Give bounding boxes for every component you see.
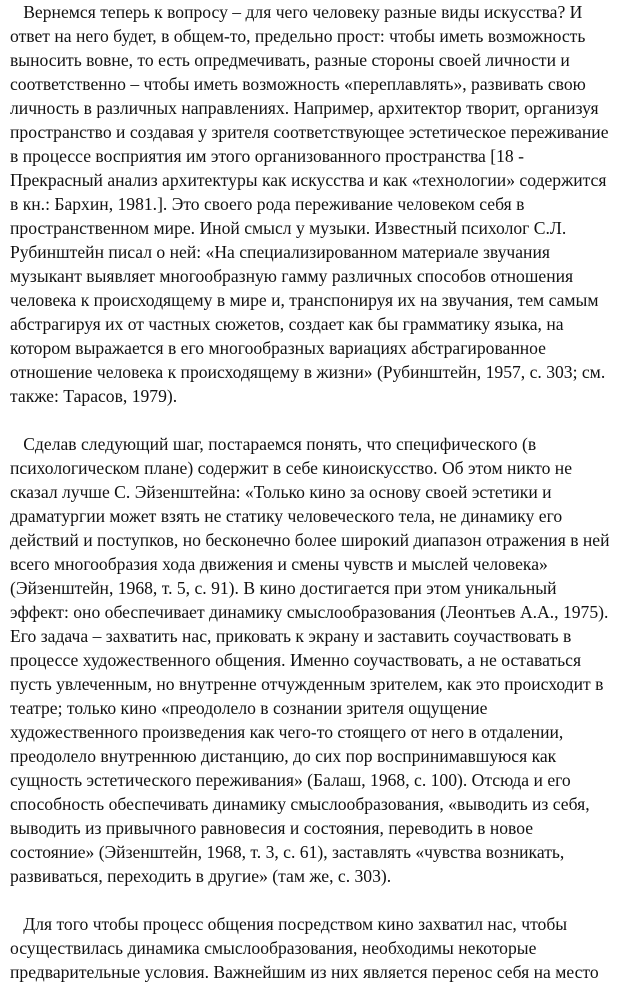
text-line: Для того чтобы процесс общения посредством кино захватил нас, чтобы [10, 914, 568, 934]
text-line: в процессе восприятия им этого организованного пространства [18 - [10, 146, 524, 166]
text-line: выводить из привычного равновесия и состояния, переводить в новое [10, 818, 534, 838]
text-line: действий и поступков, но бесконечно более широкий диапазон отражения в ней [10, 530, 610, 550]
text-line: абстрагируя их от частных сюжетов, создает как бы грамматику языка, на [10, 314, 564, 334]
text-line: ответ на него будет, в общем-то, предельно прост: чтобы иметь возможность [10, 26, 586, 46]
text-line: пусть увлеченным, но внутренне отчужденным зрителем, как это происходит в [10, 674, 604, 694]
text-line: всего многообразия хода движения и смены чувств и мыслей человека» [10, 554, 548, 574]
text-line: в кн.: Бархин, 1981.]. Это своего рода переживание человеком себя в [10, 194, 525, 214]
text-line: сказал лучше С. Эйзенштейна: «Только кино за основу своей эстетики и [10, 482, 552, 502]
text-line: развиваться, переходить в другие» (там же, с. 303). [10, 866, 392, 886]
text-line: осуществилась динамика смыслообразования, необходимы некоторые [10, 938, 537, 958]
text-line: Его задача – захватить нас, приковать к экрану и заставить соучаствовать в [10, 626, 572, 646]
text-line: выносить вовне, то есть опредмечивать, разные стороны своей личности и [10, 50, 570, 70]
text-line: способность обеспечивать динамику смыслообразования, «выводить из себя, [10, 794, 590, 814]
text-line: пространство и создавая у зрителя соответствующее эстетическое переживание [10, 122, 609, 142]
paragraph-3 [10, 912, 612, 984]
text-line: котором выражается в его многообразных вариациях абстрагированное [10, 338, 546, 358]
paragraph-gap [10, 888, 612, 912]
text-line: предварительные условия. Важнейшим из них является перенос себя на место [10, 962, 599, 982]
text-line: Вернемся теперь к вопросу – для чего человеку разные виды искусства? И [10, 2, 583, 22]
text-line: (Эйзенштейн, 1968, т. 5, с. 91). В кино достигается при этом уникальный [10, 578, 557, 598]
text-line: пространственном мире. Иной смысл у музыки. Известный психолог С.Л. [10, 218, 567, 238]
text-line: драматургии может взять не статику человеческого тела, не динамику его [10, 506, 563, 526]
text-line: также: Тарасов, 1979). [10, 386, 178, 406]
text-line: эффект: оно обеспечивает динамику смыслообразования (Леонтьев А.А., 1975). [10, 602, 609, 622]
text-line: личность в различных направлениях. Например, архитектор творит, организуя [10, 98, 599, 118]
text-line: Рубинштейн писал о ней: «На специализированном материале звучания [10, 242, 550, 262]
text-line: театре; только кино «преодолело в сознании зрителя ощущение [10, 698, 488, 718]
text-line: Прекрасный анализ архитектуры как искусства и как «технологии» содержится [10, 170, 607, 190]
text-line: состояние» (Эйзенштейн, 1968, т. 3, с. 61), заставлять «чувства возникать, [10, 842, 565, 862]
text-line: преодолело внутреннюю дистанцию, до сих пор воспринимавшуюся как [10, 746, 557, 766]
text-line: отношение человека к происходящему в жизни» (Рубинштейн, 1957, с. 303; см. [10, 362, 606, 382]
paragraph-2 [10, 432, 612, 888]
text-line: психологическом плане) содержит в себе киноискусство. Об этом никто не [10, 458, 573, 478]
text-line: человека к происходящему в мире и, транспонируя их на звучания, тем самым [10, 290, 599, 310]
text-line: сущность эстетического переживания» (Балаш, 1968, с. 100). Отсюда и его [10, 770, 571, 790]
text-line: художественного произведения как чего-то стоящего от него в отдалении, [10, 722, 564, 742]
text-line: процессе художественного общения. Именно соучаствовать, а не оставаться [10, 650, 582, 670]
text-line: соответственно – чтобы иметь возможность «переплавлять», развивать свою [10, 74, 586, 94]
paragraph-gap [10, 408, 612, 432]
text-line: музыкант выявляет многообразную гамму различных способов отношения [10, 266, 574, 286]
paragraph-1 [10, 0, 612, 408]
text-line: Сделав следующий шаг, постараемся понять, что специфического (в [10, 434, 537, 454]
